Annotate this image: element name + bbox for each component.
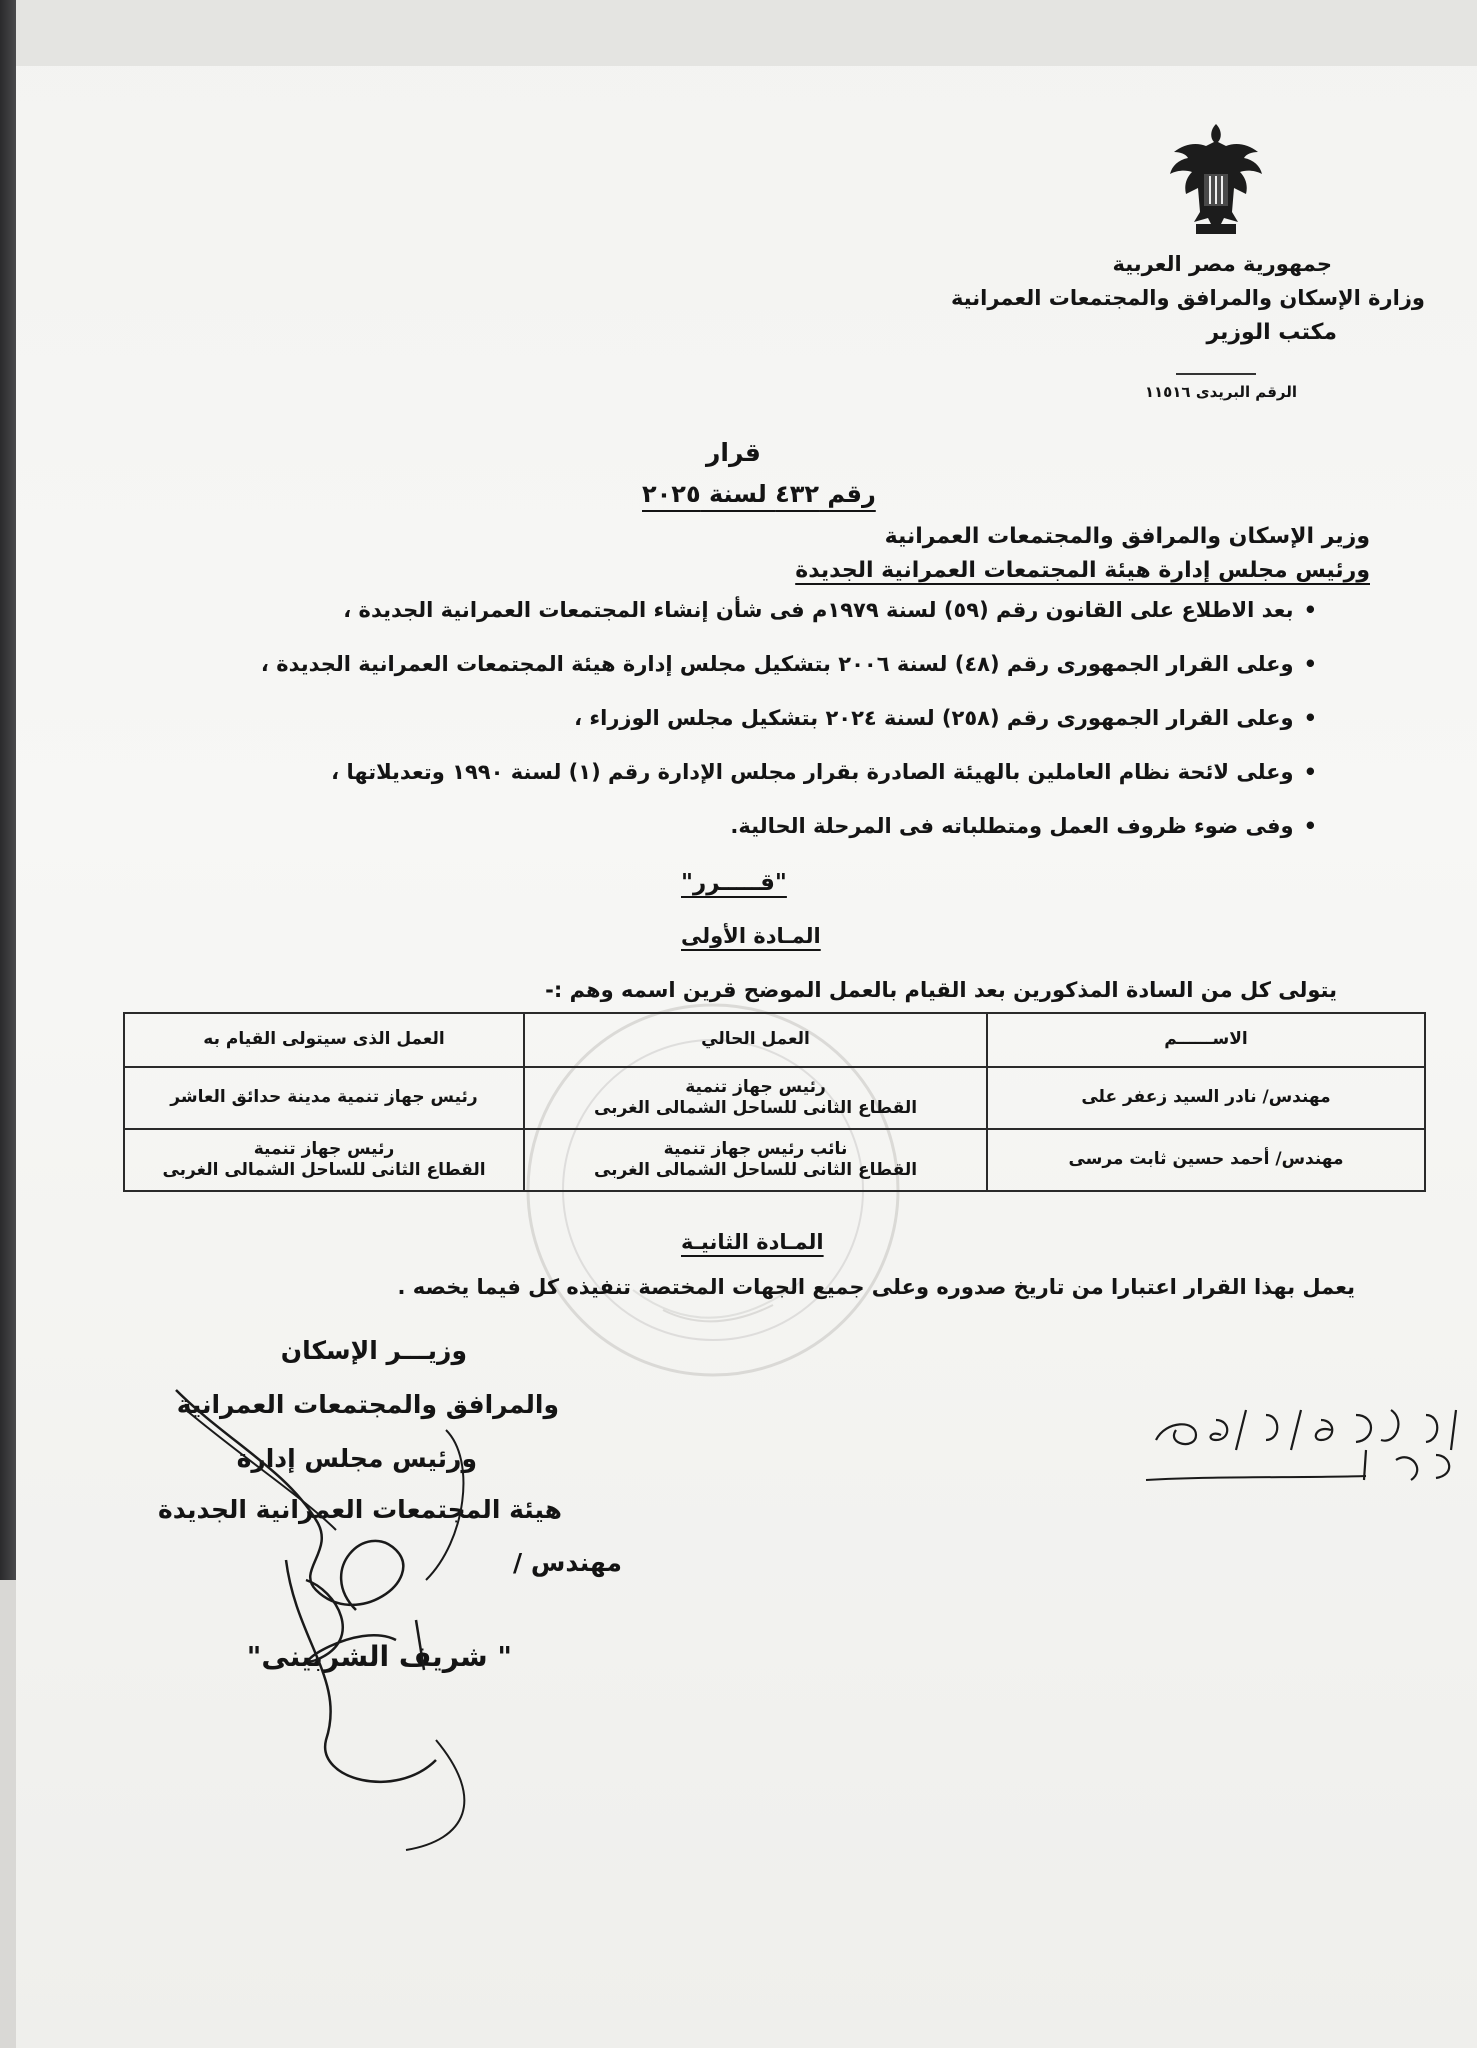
header-office: مكتب الوزير (1206, 320, 1337, 345)
decision-title: قرار (706, 438, 761, 467)
cell-name: مهندس/ أحمد حسين ثابت مرسى (987, 1129, 1425, 1191)
header-divider (1176, 373, 1256, 375)
handwritten-signature (166, 1380, 586, 1860)
handwritten-note (1136, 1380, 1477, 1500)
cell-line: القطاع الثانى للساحل الشمالى الغربى (593, 1098, 918, 1118)
issuer-line-2: ورئيس مجلس إدارة هيئة المجتمعات العمرانية الجديدة (795, 558, 1370, 583)
decision-number: رقم ٤٣٢ لسنة ٢٠٢٥ (642, 480, 876, 508)
header-ministry: وزارة الإسكان والمرافق والمجتمعات العمرانية (950, 286, 1425, 310)
preamble-item: • وعلى القرار الجمهورى رقم (٤٨) لسنة ٢٠٠٦ بتشكيل مجلس إدارة هيئة المجتمعات العمرانية الجديدة ، (261, 652, 1317, 676)
article-1-intro: يتولى كل من السادة المذكورين بعد القيام بالعمل الموضح قرين اسمه وهم :- (545, 978, 1337, 1002)
cell-line: رئيس جهاز تنمية (253, 1138, 395, 1159)
cell-line: القطاع الثانى للساحل الشمالى الغربى (162, 1160, 486, 1180)
document-page (16, 0, 1477, 2048)
article-2-heading: المـادة الثانيـة (681, 1230, 824, 1254)
signature-title-line: والمرافق والمجتمعات العمرانية (176, 1390, 559, 1419)
header-country: جمهورية مصر العربية (1112, 252, 1332, 276)
header-postal-code: الرقم البريدى ١١٥١٦ (1144, 383, 1297, 401)
issuer-line-1: وزير الإسكان والمرافق والمجتمعات العمرانية (884, 524, 1370, 549)
table-row (124, 1067, 1425, 1129)
signature-title-line: ورئيس مجلس إدارة (236, 1444, 477, 1473)
cell-current-job (524, 1129, 987, 1191)
preamble-item: • وعلى القرار الجمهورى رقم (٢٥٨) لسنة ٢٠٢٤ بتشكيل مجلس الوزراء ، (574, 706, 1317, 730)
column-header-new-job: العمل الذى سيتولى القيام به (124, 1013, 524, 1067)
signature-title-line: وزيـــر الإسكان (280, 1336, 467, 1365)
preamble-item: • وعلى لائحة نظام العاملين بالهيئة الصادرة بقرار مجلس الإدارة رقم (١) لسنة ١٩٩٠ وتعديلاتها ، (331, 760, 1317, 784)
table-row (124, 1129, 1425, 1191)
decides-heading: "قـــــرر" (681, 870, 787, 896)
preamble-item: • وفى ضوء ظروف العمل ومتطلباته فى المرحلة الحالية. (730, 814, 1317, 838)
cell-line: رئيس جهاز تنمية (685, 1076, 826, 1097)
article-2-text: يعمل بهذا القرار اعتبارا من تاريخ صدوره وعلى جميع الجهات المختصة تنفيذه كل فيما يخصه . (397, 1275, 1355, 1299)
eagle-emblem-icon (1166, 122, 1266, 240)
table-header-row (124, 1013, 1425, 1067)
cell-current-job (524, 1067, 987, 1129)
signatory-name: " شريف الشربينى" (246, 1640, 512, 1673)
scanner-edge (0, 0, 16, 1580)
column-header-current-job: العمل الحالي (524, 1013, 987, 1067)
cell-line: نائب رئيس جهاز تنمية (663, 1138, 848, 1159)
cell-line: رئيس جهاز تنمية مدينة حدائق العاشر (170, 1087, 478, 1108)
cell-new-job (124, 1067, 524, 1129)
signature-title-line: هيئة المجتمعات العمرانية الجديدة (157, 1495, 562, 1524)
article-1-heading: المـادة الأولى (681, 924, 821, 948)
assignment-table (123, 1012, 1426, 1192)
cell-new-job (124, 1129, 524, 1191)
preamble-item: • بعد الاطلاع على القانون رقم (٥٩) لسنة ١٩٧٩م فى شأن إنشاء المجتمعات العمرانية الجديدة ، (343, 598, 1317, 622)
scan-top-band (16, 0, 1477, 66)
column-header-name: الاســــــم (987, 1013, 1425, 1067)
cell-name: مهندس/ نادر السيد زعفر على (987, 1067, 1425, 1129)
signature-engineer-label: مهندس / (513, 1548, 622, 1577)
cell-line: القطاع الثانى للساحل الشمالى الغربى (593, 1160, 918, 1180)
